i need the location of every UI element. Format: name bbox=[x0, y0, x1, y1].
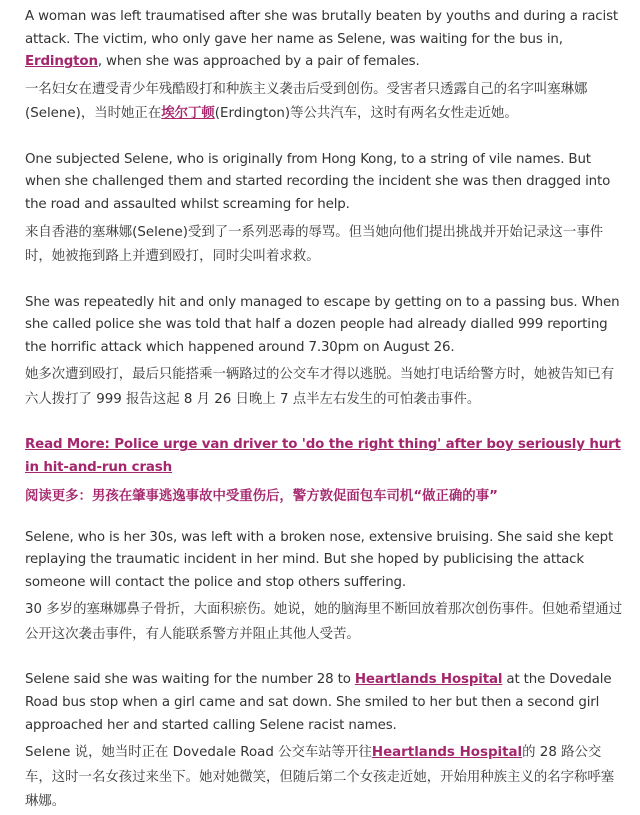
paragraph-3-chinese: 她多次遭到殴打，最后只能搭乘一辆路过的公交车才得以逃脱。当她打电话给警方时，她被告知已有六人拨打了 999 报告这起 8 月 26 日晚上 7 点半左右发生的可怕袭击事件。 bbox=[25, 367, 615, 407]
paragraph-1-chinese bbox=[25, 78, 625, 127]
paragraph-1-english-text-a: A woman was left traumatised after she was brutally beaten by youths and during a racist attack. The victim, who only gave her name as Selene, was waiting for the bus in, bbox=[25, 9, 619, 47]
paragraph-2-chinese: 来自香港的塞琳娜(Selene)受到了一系列恶毒的辱骂。但当她向他们提出挑战并开始记录这一事件时，她被拖到路上并遭到殴打，同时尖叫着求救。 bbox=[25, 224, 604, 265]
paragraph-2-english: One subjected Selene, who is originally from Hong Kong, to a string of vile names. But when she challenged them and started recording the incident she was then dragged into the road and assaulted whilst screaming for help. bbox=[25, 151, 611, 212]
paragraph-3-english: She was repeatedly hit and only managed to escape by getting on to a passing bus. When she called police she was told that half a dozen people had already dialled 999 reporting the horrific attack which happened around 7.30pm on August 26. bbox=[25, 294, 620, 355]
article-body bbox=[25, 6, 625, 815]
read-more-chinese[interactable]: 阅读更多：男孩在肇事逃逸事故中受重伤后，警方敦促面包车司机“做正确的事” bbox=[25, 488, 498, 504]
paragraph-5-chinese-text-a: Selene 说，她当时正在 Dovedale Road 公交车站等开往 bbox=[25, 745, 372, 761]
paragraph-5-chinese bbox=[25, 741, 625, 815]
paragraph-1-chinese-text-a: 一名妇女在遭受青少年残酷殴打和种族主义袭击后受到创伤。受害者只透露自己的名字叫塞琳娜(Selene)，当时她正在 bbox=[25, 81, 588, 122]
paragraph-1-chinese-text-b: (Erdington)等公共汽车，这时有两名女性走近她。 bbox=[214, 106, 518, 122]
paragraph-1-english bbox=[25, 6, 625, 74]
paragraph-5-chinese-text-b: 的 28 路公交车，这时一名女孩过来坐下。她对她微笑，但随后第二个女孩走近她，开始用种族主义的名字称呼塞琳娜。 bbox=[25, 745, 615, 810]
paragraph-4-english: Selene, who is her 30s, was left with a broken nose, extensive bruising. She said she kept replaying the traumatic incident in her mind. But she hoped by publicising the attack someone will contact the police and stop others suffering. bbox=[25, 529, 614, 590]
paragraph-4-chinese: 30 多岁的塞琳娜鼻子骨折，大面积瘀伤。她说，她的脑海里不断回放着那次创伤事件。但她希望通过公开这次袭击事件，有人能联系警方并阻止其他人受苦。 bbox=[25, 602, 623, 642]
heartlands-hospital-link[interactable]: Heartlands Hospital bbox=[354, 672, 503, 688]
heartlands-hospital-link-chinese[interactable]: Heartlands Hospital bbox=[371, 745, 523, 761]
read-more-link[interactable]: Read More: Police urge van driver to 'do the right thing' after boy seriously hurt in hit-and-run crash bbox=[25, 437, 621, 475]
paragraph-5-english bbox=[25, 669, 625, 737]
erdington-link[interactable]: Erdington bbox=[25, 54, 98, 70]
paragraph-1-english-text-b: , when she was approached by a pair of females. bbox=[97, 54, 420, 70]
erdington-link-chinese[interactable]: 埃尔丁顿 bbox=[161, 106, 215, 122]
paragraph-5-english-text-a: Selene said she was waiting for the number 28 to bbox=[25, 672, 355, 688]
paragraph-5-english-text-b: at the Dovedale Road bus stop when a girl came and sat down. She smiled to her but then a second girl approached her and started calling Selene racist names. bbox=[25, 672, 612, 733]
